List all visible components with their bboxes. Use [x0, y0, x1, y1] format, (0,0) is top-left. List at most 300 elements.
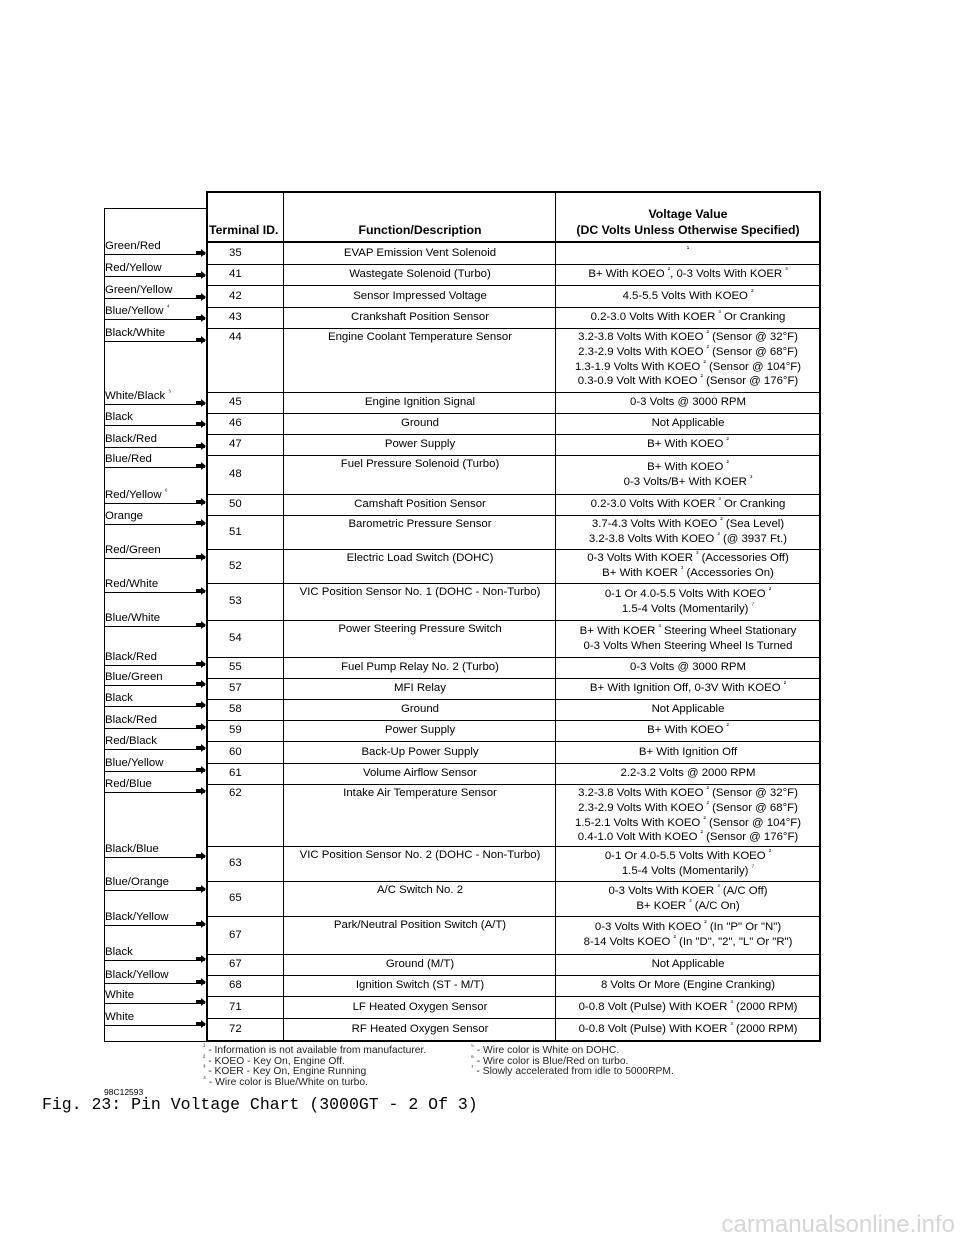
function-cell	[284, 741, 556, 763]
terminal-id-cell	[207, 328, 284, 392]
wire-color-label	[104, 670, 205, 686]
arrow-right-icon	[196, 293, 206, 301]
voltage-text: B+ With KOEO $^{^2}$	[647, 723, 729, 737]
function-cell	[284, 916, 556, 954]
footnote-right: $^{^6}$ - Wire color is Blue/Red on turbo.	[471, 1054, 629, 1067]
voltage-text: Not Applicable	[651, 703, 725, 716]
function-cell	[284, 699, 556, 720]
arrow-right-icon	[196, 587, 206, 595]
function-cell	[284, 285, 556, 307]
wire-color-label	[104, 432, 205, 448]
wire-color-label	[104, 488, 205, 504]
footnote-right: $^{^7}$ - Slowly accelerated from idle to 5000RPM.	[471, 1064, 674, 1078]
terminal-id-cell	[207, 699, 284, 720]
function-text: MFI Relay	[394, 682, 446, 695]
terminal-id-cell	[207, 784, 284, 846]
voltage-cell	[556, 699, 820, 720]
wire-color-text: Red/Blue	[105, 778, 152, 790]
table-row	[207, 720, 820, 742]
wire-color-text: Red/Yellow $^{^6}$	[105, 488, 168, 501]
function-text: Ground (M/T)	[385, 958, 455, 971]
terminal-id: 71	[229, 1000, 242, 1013]
header-voltage-line2: (DC Volts Unless Otherwise Specified)	[576, 223, 800, 237]
voltage-cell	[556, 583, 820, 620]
arrow-right-icon	[196, 787, 206, 795]
voltage-text: B+ KOER $^{^3}$ (A/C On)	[636, 898, 740, 912]
wire-color-label	[104, 1010, 205, 1026]
terminal-id-cell	[207, 549, 284, 583]
terminal-id-cell	[207, 678, 284, 699]
wire-color-label	[104, 842, 205, 858]
wire-color-text: Blue/Yellow	[105, 757, 164, 769]
voltage-cell	[556, 720, 820, 741]
terminal-id: 67	[229, 958, 242, 971]
terminal-id-cell	[207, 881, 284, 916]
voltage-text: 0-3 Volts With KOER $^{^3}$ (A/C Off)	[608, 883, 768, 897]
watermark: carmanualsonline.info	[721, 1211, 955, 1238]
voltage-text: B+ With KOEO $^{^2}$	[647, 437, 729, 451]
voltage-cell	[556, 846, 820, 881]
wire-color-text: Green/Red	[105, 240, 161, 252]
wire-color-label	[104, 261, 205, 277]
wire-color-label	[104, 875, 205, 891]
table-row	[207, 763, 820, 785]
terminal-id: 43	[229, 311, 242, 324]
voltage-text: 3.2-3.8 Volts With KOEO $^{^2}$ (Sensor @ 32°F)	[578, 330, 798, 343]
table-row	[207, 413, 820, 435]
table-row	[207, 881, 820, 917]
function-cell	[284, 678, 556, 699]
terminal-id-cell	[207, 954, 284, 975]
voltage-text: 0.3-0.9 Volt With KOEO $^{^2}$ (Sensor @ 176°F)	[577, 374, 799, 388]
terminal-id: 48	[229, 468, 242, 481]
voltage-cell	[556, 515, 820, 549]
terminal-id: 54	[229, 632, 242, 645]
wire-color-label	[104, 968, 205, 984]
voltage-cell	[556, 741, 820, 763]
header-voltage-line1: Voltage Value	[648, 207, 728, 221]
arrow-right-icon	[196, 852, 206, 860]
arrow-right-icon	[196, 998, 206, 1006]
footnote-left: $^{^3}$ - KOER - Key On, Engine Running	[203, 1064, 367, 1078]
wire-color-text: Black/White	[105, 327, 166, 339]
wire-color-text: White	[105, 989, 135, 1001]
voltage-text: B+ With KOER $^{^3}$ (Accessories On)	[602, 566, 774, 579]
wire-color-text: Green/Yellow	[105, 284, 173, 296]
terminal-id-cell	[207, 916, 284, 954]
voltage-cell	[556, 455, 820, 494]
table-row	[207, 285, 820, 308]
header-terminal-id	[207, 191, 284, 241]
wire-column-top-rule	[104, 208, 206, 209]
function-cell	[284, 434, 556, 455]
terminal-id: 44	[229, 331, 242, 343]
terminal-id: 41	[229, 268, 242, 281]
terminal-id: 65	[229, 892, 242, 905]
wire-color-label	[104, 945, 205, 961]
header-voltage	[556, 191, 820, 241]
terminal-id-cell	[207, 846, 284, 881]
function-cell	[284, 784, 556, 846]
voltage-text: B+ With Ignition Off, 0-3V With KOEO $^{^2}$	[589, 681, 787, 695]
figure-code: 98C12593	[104, 1087, 144, 1097]
voltage-text: 0.2-3.0 Volts With KOER $^{^3}$ Or Cranking	[590, 497, 786, 511]
voltage-text: 0-3 Volts With KOER $^{^3}$ (Accessories Off)	[587, 551, 789, 565]
wire-color-text: Black/Red	[105, 714, 157, 726]
footnote-left: $^{^1}$ - Information is not available from manufacturer.	[203, 1043, 427, 1056]
table-row	[207, 455, 820, 495]
terminal-id-cell	[207, 741, 284, 763]
arrow-right-icon	[196, 442, 206, 450]
voltage-cell	[556, 413, 820, 434]
terminal-id: 57	[229, 682, 242, 695]
table-row	[207, 916, 820, 955]
voltage-cell	[556, 954, 820, 975]
table-row	[207, 549, 820, 584]
function-text: Engine Coolant Temperature Sensor	[327, 331, 513, 343]
function-cell	[284, 1018, 556, 1041]
table-row	[207, 784, 820, 847]
function-text: VIC Position Sensor No. 2 (DOHC - Non-Turbo)	[299, 849, 541, 861]
terminal-id-cell	[207, 620, 284, 657]
function-text: Power Steering Pressure Switch	[338, 623, 502, 635]
arrow-right-icon	[196, 399, 206, 407]
arrow-right-icon	[196, 955, 206, 963]
voltage-text: 0.4-1.0 Volt With KOEO $^{^2}$ (Sensor @ 176°F)	[577, 830, 799, 844]
table-row	[207, 620, 820, 658]
terminal-id-cell	[207, 996, 284, 1018]
wire-color-label	[104, 326, 205, 342]
arrow-right-icon	[196, 420, 206, 428]
terminal-id: 52	[229, 559, 242, 572]
function-cell	[284, 846, 556, 881]
voltage-text: 8 Volts Or More (Engine Cranking)	[600, 979, 776, 992]
voltage-text: B+ With KOEO $^{^2}$	[647, 459, 729, 473]
terminal-id: 68	[229, 979, 242, 992]
arrow-right-icon	[196, 553, 206, 561]
terminal-id-cell	[207, 264, 284, 285]
function-text: RF Heated Oxygen Sensor	[351, 1023, 489, 1036]
wire-color-label	[104, 734, 205, 750]
voltage-text: 0-3 Volts With KOEO $^{^2}$ (In "P" Or "N")	[594, 920, 782, 934]
terminal-id: 59	[229, 724, 242, 737]
voltage-cell	[556, 996, 820, 1018]
function-cell	[284, 996, 556, 1018]
wire-color-label	[104, 691, 205, 707]
terminal-id-cell	[207, 1018, 284, 1041]
terminal-id-cell	[207, 657, 284, 678]
wire-color-text: Black/Red	[105, 651, 157, 663]
function-text: Engine Ignition Signal	[364, 396, 476, 409]
wire-color-label	[104, 389, 205, 405]
terminal-id: 58	[229, 703, 242, 716]
voltage-text: 2.2-3.2 Volts @ 2000 RPM	[620, 767, 756, 780]
wire-color-text: Black	[105, 411, 133, 423]
function-text: Back-Up Power Supply	[361, 745, 479, 758]
terminal-id: 61	[229, 767, 242, 780]
table-row	[207, 434, 820, 456]
function-text: Barometric Pressure Sensor	[348, 518, 492, 530]
arrow-right-icon	[196, 701, 206, 709]
voltage-cell	[556, 307, 820, 328]
terminal-id: 46	[229, 417, 242, 430]
table-row	[207, 996, 820, 1019]
terminal-id-cell	[207, 307, 284, 328]
terminal-id: 53	[229, 595, 242, 608]
function-cell	[284, 657, 556, 678]
voltage-text: 0-3 Volts @ 3000 RPM	[629, 661, 747, 674]
wire-color-label	[104, 777, 205, 793]
function-text: Ground	[401, 417, 439, 430]
function-cell	[284, 954, 556, 975]
voltage-cell	[556, 881, 820, 916]
footnote-left: $^{^2}$ - KOEO - Key On, Engine Off.	[203, 1054, 345, 1067]
wire-color-label	[104, 910, 205, 926]
terminal-id: 60	[229, 745, 242, 758]
wire-color-text: Black	[105, 692, 133, 704]
table-header-row	[207, 191, 820, 241]
table-row	[207, 699, 820, 721]
voltage-text: 0-0.8 Volt (Pulse) With KOER $^{^3}$ (2000 RPM)	[578, 1022, 798, 1036]
voltage-text: 2.3-2.9 Volts With KOEO $^{^2}$ (Sensor @ 68°F)	[578, 345, 798, 358]
wire-color-text: Blue/Orange	[105, 876, 169, 888]
voltage-text: Not Applicable	[651, 417, 725, 430]
function-text: Sensor Impressed Voltage	[353, 289, 487, 302]
wire-color-label	[104, 988, 205, 1004]
function-text: A/C Switch No. 2	[376, 884, 464, 896]
header-function	[284, 191, 556, 241]
table-row	[207, 846, 820, 882]
function-text: EVAP Emission Vent Solenoid	[343, 247, 497, 260]
terminal-id: 42	[229, 289, 242, 302]
terminal-id-cell	[207, 583, 284, 620]
voltage-cell	[556, 494, 820, 515]
wire-color-label	[104, 239, 205, 255]
voltage-cell	[556, 763, 820, 784]
wire-color-text: Red/Green	[105, 544, 161, 556]
wire-color-label	[104, 304, 205, 320]
arrow-right-icon	[196, 920, 206, 928]
voltage-cell	[556, 549, 820, 583]
function-cell	[284, 620, 556, 657]
voltage-cell	[556, 392, 820, 413]
voltage-text: Not Applicable	[651, 958, 725, 971]
function-text: Park/Neutral Position Switch (A/T)	[333, 919, 507, 931]
function-text: Ignition Switch (ST - M/T)	[355, 979, 485, 992]
wire-column-bottom-rule	[104, 1041, 206, 1042]
arrow-right-icon	[196, 723, 206, 731]
terminal-id-cell	[207, 413, 284, 434]
arrow-right-icon	[196, 336, 206, 344]
wire-color-label	[104, 611, 205, 627]
terminal-id: 51	[229, 525, 242, 538]
function-cell	[284, 549, 556, 583]
voltage-text: 0-0.8 Volt (Pulse) With KOER $^{^3}$ (2000 RPM)	[578, 999, 798, 1013]
voltage-cell	[556, 916, 820, 954]
terminal-id: 47	[229, 438, 242, 451]
terminal-id-cell	[207, 434, 284, 455]
function-text: LF Heated Oxygen Sensor	[352, 1000, 488, 1013]
wire-color-text: Black	[105, 946, 133, 958]
voltage-cell	[556, 784, 820, 846]
function-cell	[284, 720, 556, 741]
function-text: Crankshaft Position Sensor	[350, 311, 490, 324]
voltage-text: ¹	[686, 246, 690, 254]
arrow-right-icon	[196, 519, 206, 527]
table-row	[207, 328, 820, 393]
voltage-cell	[556, 264, 820, 285]
wire-color-label	[104, 283, 205, 299]
arrow-right-icon	[196, 766, 206, 774]
wire-color-label	[104, 410, 205, 426]
voltage-text: 8-14 Volts KOEO $^{^2}$ (In "D", "2", "L" Or "R")	[583, 935, 793, 948]
terminal-id: 45	[229, 396, 242, 409]
function-text: Intake Air Temperature Sensor	[343, 787, 497, 799]
voltage-text: B+ With Ignition Off	[638, 745, 738, 758]
wire-color-label	[104, 650, 205, 666]
voltage-cell	[556, 657, 820, 678]
function-cell	[284, 243, 556, 264]
terminal-id-cell	[207, 515, 284, 549]
voltage-text: 4.5-5.5 Volts With KOEO $^{^2}$	[622, 288, 754, 302]
terminal-id-cell	[207, 392, 284, 413]
terminal-id-cell	[207, 455, 284, 494]
voltage-cell	[556, 328, 820, 392]
voltage-text: 0-1 Or 4.0-5.5 Volts With KOEO $^{^2}$	[604, 848, 772, 862]
table-row	[207, 494, 820, 516]
voltage-cell	[556, 285, 820, 307]
voltage-text: B+ With KOER $^{^3}$ Steering Wheel Stationary	[579, 623, 797, 637]
wire-color-text: White/Black $^{^5}$	[105, 389, 172, 402]
terminal-id-cell	[207, 243, 284, 264]
terminal-id-cell	[207, 285, 284, 307]
function-cell	[284, 307, 556, 328]
function-cell	[284, 328, 556, 392]
voltage-text: 1.5-4 Volts (Momentarily) $^{^7}$	[621, 601, 755, 615]
voltage-cell	[556, 243, 820, 264]
function-cell	[284, 515, 556, 549]
arrow-right-icon	[196, 660, 206, 668]
terminal-id: 55	[229, 661, 242, 674]
wire-color-label	[104, 509, 205, 525]
voltage-text: 3.2-3.8 Volts With KOEO $^{^2}$ (Sensor @ 32°F)	[578, 786, 798, 799]
table-row	[207, 1018, 820, 1042]
wire-color-text: Black/Blue	[105, 843, 159, 855]
terminal-id: 72	[229, 1023, 242, 1036]
function-text: Power Supply	[384, 438, 456, 451]
table-row	[207, 392, 820, 414]
function-cell	[284, 455, 556, 494]
table-row	[207, 741, 820, 764]
voltage-text: 3.2-3.8 Volts With KOEO $^{^2}$ (@ 3937 Ft.)	[588, 532, 788, 545]
footnote-left: $^{^4}$ - Wire color is Blue/White on turbo.	[203, 1075, 368, 1088]
table-row	[207, 264, 820, 286]
voltage-text: 3.7-4.3 Volts With KOEO $^{^2}$ (Sea Level)	[591, 517, 785, 531]
voltage-text: 1.5-2.1 Volts With KOEO $^{^2}$ (Sensor @ 104°F)	[574, 815, 802, 829]
function-cell	[284, 494, 556, 515]
header-function-text: Function/Description	[358, 223, 482, 237]
terminal-id-cell	[207, 720, 284, 741]
terminal-id-cell	[207, 763, 284, 784]
arrow-right-icon	[196, 978, 206, 986]
wire-color-label	[104, 756, 205, 772]
function-cell	[284, 392, 556, 413]
table-row	[207, 657, 820, 679]
wire-color-text: Red/Yellow	[105, 262, 162, 274]
voltage-text: 1.3-1.9 Volts With KOEO $^{^2}$ (Sensor @ 104°F)	[574, 359, 802, 373]
voltage-text: 0-3 Volts @ 3000 RPM	[629, 396, 747, 409]
voltage-text: 2.3-2.9 Volts With KOEO $^{^2}$ (Sensor @ 68°F)	[578, 801, 798, 814]
wire-color-text: Blue/Yellow $^{^4}$	[105, 304, 170, 317]
footnote-right: $^{^5}$ - Wire color is White on DOHC.	[471, 1043, 620, 1056]
wire-color-text: Black/Red	[105, 433, 157, 445]
wire-color-label	[104, 577, 205, 593]
arrow-right-icon	[196, 885, 206, 893]
function-text: Fuel Pump Relay No. 2 (Turbo)	[341, 661, 499, 674]
arrow-right-icon	[196, 249, 206, 257]
wire-color-text: Blue/Red	[105, 453, 152, 465]
function-cell	[284, 583, 556, 620]
wire-color-text: Red/White	[105, 578, 159, 590]
function-cell	[284, 881, 556, 916]
arrow-right-icon	[196, 314, 206, 322]
function-text: Ground	[401, 703, 439, 716]
voltage-text: 0-3 Volts/B+ With KOER $^{^3}$	[623, 474, 753, 488]
wire-color-text: Orange	[105, 510, 143, 522]
table-row	[207, 975, 820, 997]
voltage-cell	[556, 1018, 820, 1041]
table-row	[207, 243, 820, 265]
terminal-id-cell	[207, 494, 284, 515]
function-text: VIC Position Sensor No. 1 (DOHC - Non-Turbo)	[299, 586, 541, 598]
voltage-text: 1.5-4 Volts (Momentarily) $^{^7}$	[621, 863, 755, 877]
arrow-right-icon	[196, 462, 206, 470]
function-text: Power Supply	[384, 724, 456, 737]
figure-caption: Fig. 23: Pin Voltage Chart (3000GT - 2 Of 3)	[42, 1095, 478, 1114]
voltage-text: B+ With KOEO $^{^2}$, 0-3 Volts With KOER $^{^3}$	[588, 267, 788, 281]
wire-color-label	[104, 452, 205, 468]
wire-color-text: Blue/White	[105, 612, 161, 624]
terminal-id: 67	[229, 928, 242, 941]
wire-color-text: Black/Yellow	[105, 911, 169, 923]
function-cell	[284, 264, 556, 285]
function-text: Wastegate Solenoid (Turbo)	[349, 268, 491, 281]
table-row	[207, 307, 820, 329]
arrow-right-icon	[196, 621, 206, 629]
voltage-text: 0-3 Volts When Steering Wheel Is Turned	[583, 639, 793, 652]
function-text: Electric Load Switch (DOHC)	[346, 552, 494, 564]
voltage-cell	[556, 678, 820, 699]
terminal-id-cell	[207, 975, 284, 996]
header-terminal-id-text: Terminal ID.	[209, 223, 279, 237]
table-row	[207, 954, 820, 976]
arrow-right-icon	[196, 498, 206, 506]
arrow-right-icon	[196, 744, 206, 752]
function-text: Camshaft Position Sensor	[354, 498, 486, 511]
wire-color-text: White	[105, 1011, 135, 1023]
table-row	[207, 583, 820, 621]
voltage-cell	[556, 434, 820, 455]
function-cell	[284, 413, 556, 434]
function-cell	[284, 763, 556, 784]
wire-color-label	[104, 713, 205, 729]
voltage-cell	[556, 975, 820, 996]
wire-color-text: Black/Yellow	[105, 969, 169, 981]
wire-color-text: Blue/Green	[105, 671, 163, 683]
table-row	[207, 515, 820, 550]
table-row	[207, 678, 820, 700]
voltage-cell	[556, 620, 820, 657]
